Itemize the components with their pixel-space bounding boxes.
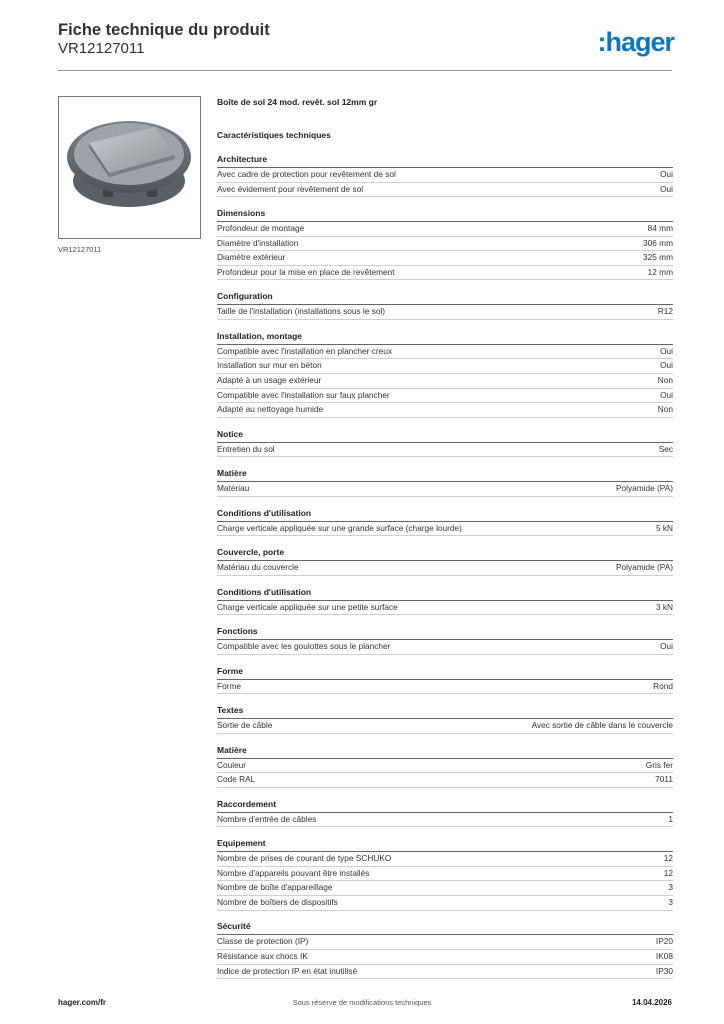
spec-value: 7011	[655, 774, 673, 785]
section-title: Installation, montage	[217, 331, 673, 345]
spec-value: Oui	[660, 360, 673, 371]
spec-value: Non	[657, 404, 673, 415]
spec-row	[217, 183, 673, 198]
spec-value: 3 kN	[655, 601, 673, 612]
spec-label: Nombre d'appareils pouvant être installés	[217, 867, 370, 878]
footer-website[interactable]: hager.com/fr	[58, 998, 107, 1007]
spec-row	[217, 482, 673, 497]
spec-label: Avec évidement pour revêtement de sol	[217, 183, 364, 194]
spec-label: Charge verticale appliquée sur une grande surface (charge lourde)	[217, 522, 462, 533]
spec-section	[217, 429, 673, 458]
section-title: Notice	[217, 429, 673, 443]
product-name: Boîte de sol 24 mod. revêt. sol 12mm gr	[217, 97, 378, 107]
spec-value: Rond	[653, 680, 673, 691]
section-title: Architecture	[217, 154, 673, 168]
spec-row	[217, 719, 673, 734]
spec-row	[217, 852, 673, 867]
spec-row	[217, 867, 673, 882]
spec-row	[217, 950, 673, 965]
spec-label: Installation sur mur en béton	[217, 360, 322, 371]
spec-section	[217, 547, 673, 576]
spec-row	[217, 896, 673, 911]
spec-section	[217, 508, 673, 537]
spec-row	[217, 359, 673, 374]
spec-row	[217, 266, 673, 281]
spec-row	[217, 522, 673, 537]
spec-row	[217, 403, 673, 418]
spec-label: Entretien du sol	[217, 443, 275, 454]
spec-section	[217, 705, 673, 734]
spec-value: IK08	[655, 950, 673, 961]
spec-section	[217, 921, 673, 979]
spec-section	[217, 331, 673, 418]
spec-value: Oui	[660, 641, 673, 652]
spec-label: Diamètre d'installation	[217, 237, 299, 248]
spec-section	[217, 154, 673, 197]
spec-label: Matériau du couvercle	[217, 562, 299, 573]
spec-label: Nombre de prises de courant de type SCHUKO	[217, 853, 392, 864]
spec-row	[217, 935, 673, 950]
document-title: Fiche technique du produit	[58, 21, 270, 39]
section-title: Fonctions	[217, 626, 673, 640]
spec-value: 12	[663, 867, 673, 878]
spec-label: Taille de l'installation (installations sous le sol)	[217, 306, 386, 317]
header-divider	[58, 70, 672, 71]
spec-value: 5 kN	[655, 522, 673, 533]
spec-value: 84 mm	[647, 223, 673, 234]
section-title: Conditions d'utilisation	[217, 587, 673, 601]
spec-label: Indice de protection IP en état inutilisé	[217, 965, 358, 976]
spec-section	[217, 799, 673, 828]
spec-label: Adapté à un usage extérieur	[217, 375, 322, 386]
spec-row	[217, 251, 673, 266]
product-content	[217, 96, 673, 990]
spec-row	[217, 305, 673, 320]
spec-row	[217, 680, 673, 695]
spec-section	[217, 468, 673, 497]
spec-label: Forme	[217, 680, 241, 691]
spec-label: Diamètre extérieur	[217, 252, 286, 263]
section-title: Matière	[217, 745, 673, 759]
spec-section	[217, 745, 673, 788]
floor-box-image	[59, 97, 200, 238]
spec-label: Nombre de boîte d'appareillage	[217, 882, 333, 893]
spec-value: Non	[657, 375, 673, 386]
section-title: Raccordement	[217, 799, 673, 813]
spec-value: 3	[668, 882, 673, 893]
spec-label: Résistance aux chocs IK	[217, 950, 308, 961]
spec-section	[217, 626, 673, 655]
spec-section	[217, 838, 673, 910]
spec-value: 325 mm	[643, 252, 673, 263]
section-title: Matière	[217, 468, 673, 482]
spec-label: Compatible avec l'installation sur faux plancher	[217, 389, 390, 400]
spec-label: Sortie de câble	[217, 720, 273, 731]
section-title: Dimensions	[217, 208, 673, 222]
spec-label: Profondeur de montage	[217, 223, 305, 234]
spec-label: Matériau	[217, 483, 250, 494]
spec-value: 12 mm	[647, 266, 673, 277]
spec-section	[217, 587, 673, 616]
spec-row	[217, 881, 673, 896]
spec-row	[217, 222, 673, 237]
spec-value: Sec	[658, 443, 673, 454]
spec-value: R12	[657, 306, 673, 317]
spec-section	[217, 666, 673, 695]
spec-row	[217, 640, 673, 655]
spec-value: Oui	[660, 169, 673, 179]
spec-value: IP20	[655, 936, 673, 947]
section-title: Couvercle, porte	[217, 547, 673, 561]
spec-row	[217, 168, 673, 183]
spec-label: Nombre d'entrée de câbles	[217, 813, 317, 824]
spec-row	[217, 345, 673, 360]
spec-value: IP30	[655, 965, 673, 976]
spec-section	[217, 208, 673, 280]
photo-caption: VR12127011	[58, 245, 102, 254]
section-title: Forme	[217, 666, 673, 680]
spec-label: Avec cadre de protection pour revêtement de sol	[217, 169, 396, 179]
spec-label: Classe de protection (IP)	[217, 936, 309, 947]
spec-row	[217, 443, 673, 458]
product-photo	[58, 96, 201, 239]
page-header	[58, 20, 678, 68]
spec-label: Charge verticale appliquée sur une petite surface	[217, 601, 398, 612]
spec-row	[217, 773, 673, 788]
product-reference: VR12127011	[58, 40, 145, 57]
section-title: Configuration	[217, 291, 673, 305]
spec-label: Adapté au nettoyage humide	[217, 404, 324, 415]
spec-label: Code RAL	[217, 774, 256, 785]
characteristics-title: Caractéristiques techniques	[217, 130, 331, 140]
spec-row	[217, 759, 673, 774]
hager-logo: :hager	[597, 27, 674, 57]
spec-value: Oui	[660, 183, 673, 194]
spec-label: Nombre de boîtiers de dispositifs	[217, 896, 338, 907]
spec-value: Polyamide (PA)	[615, 483, 673, 494]
spec-value: 306 mm	[643, 237, 673, 248]
characteristics-sections	[217, 154, 673, 979]
spec-value: Oui	[660, 345, 673, 356]
spec-value: Polyamide (PA)	[615, 562, 673, 573]
spec-section	[217, 291, 673, 320]
spec-row	[217, 965, 673, 980]
section-title: Sécurité	[217, 921, 673, 935]
spec-value: Oui	[660, 389, 673, 400]
spec-value: 12	[663, 853, 673, 864]
spec-label: Compatible avec l'installation en plancher creux	[217, 345, 392, 356]
spec-row	[217, 561, 673, 576]
spec-row	[217, 374, 673, 389]
spec-row	[217, 389, 673, 404]
spec-value: Avec sortie de câble dans le couvercle	[531, 720, 673, 731]
spec-label: Compatible avec les goulottes sous le plancher	[217, 641, 391, 652]
spec-row	[217, 813, 673, 828]
spec-value: 3	[668, 896, 673, 907]
spec-label: Couleur	[217, 759, 247, 770]
footer-disclaimer: Sous réserve de modifications techniques	[292, 998, 432, 1007]
section-title: Conditions d'utilisation	[217, 508, 673, 522]
spec-row	[217, 601, 673, 616]
section-title: Equipement	[217, 838, 673, 852]
footer-date: 14.04.2026	[631, 998, 672, 1007]
spec-value: Gris fer	[645, 759, 673, 770]
spec-value: 1	[668, 813, 673, 824]
section-title: Textes	[217, 705, 673, 719]
spec-label: Profondeur pour la mise en place de revêtement	[217, 266, 395, 277]
spec-row	[217, 237, 673, 252]
